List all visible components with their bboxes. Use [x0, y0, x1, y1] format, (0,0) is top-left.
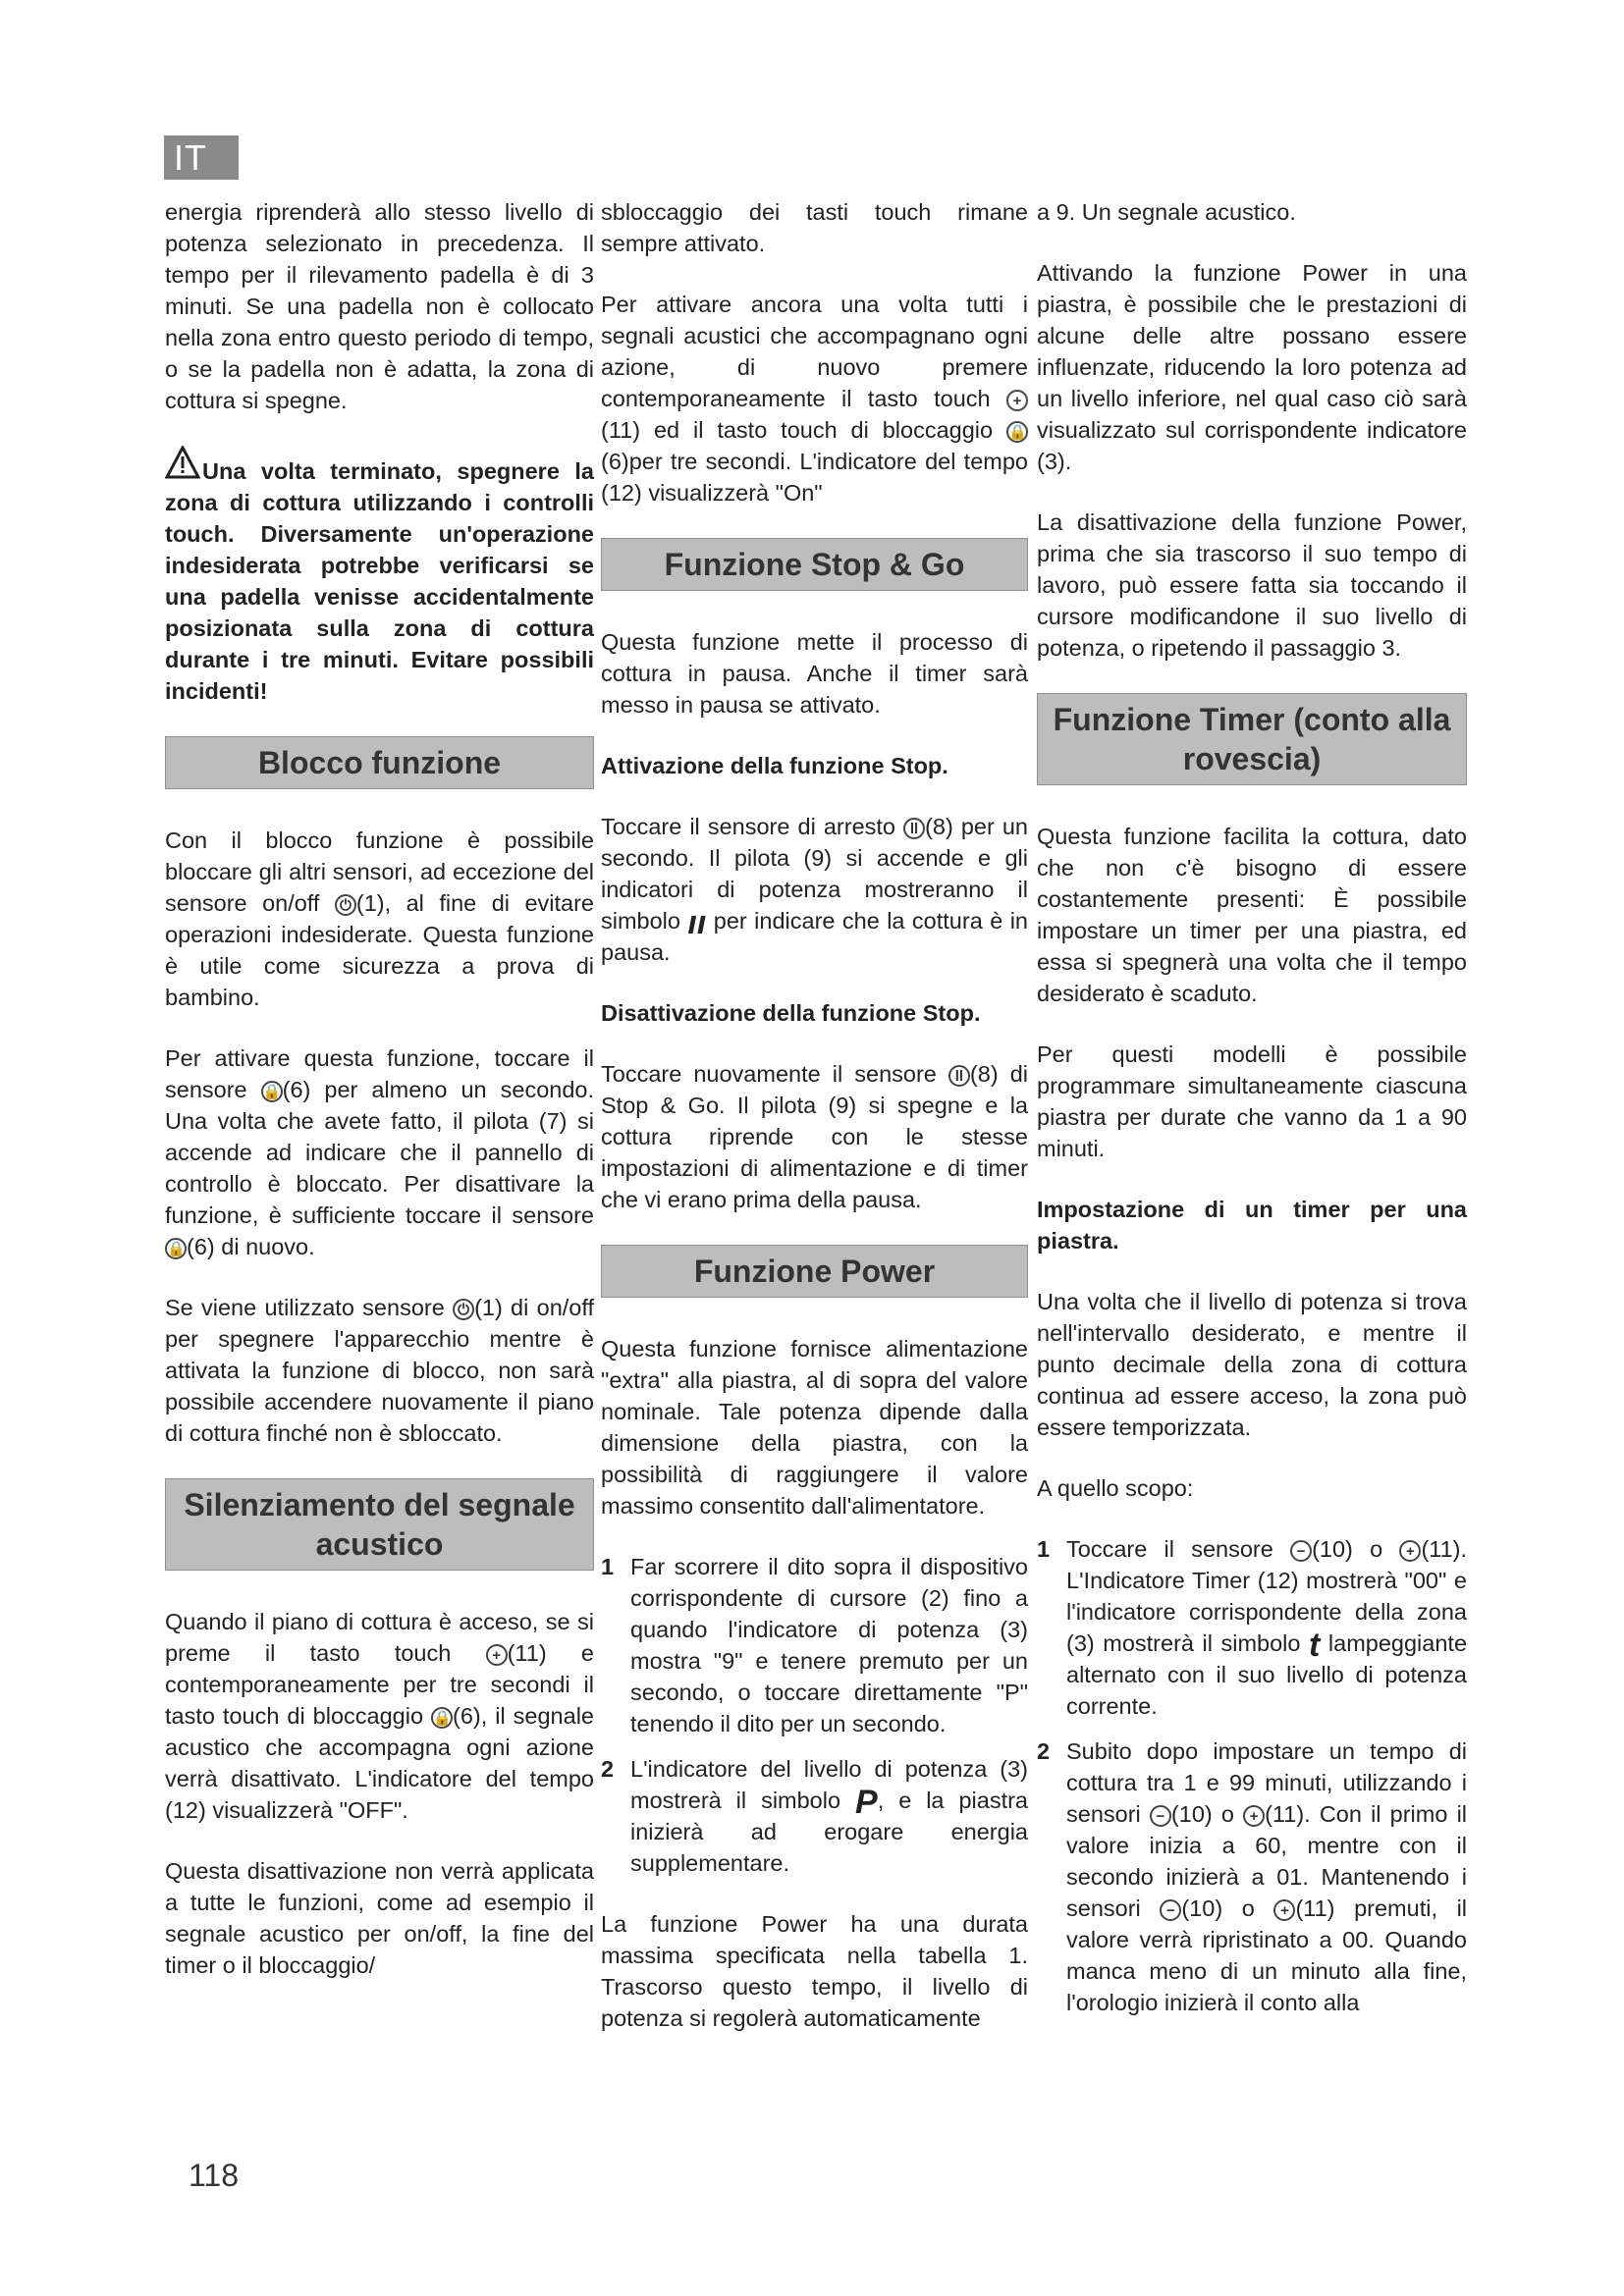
subheading: Attivazione della funzione Stop. — [601, 753, 948, 778]
column-1 — [165, 196, 594, 2010]
paragraph: La disattivazione della funzione Power, prima che sia trascorso il suo tempo di lavoro, può essere fatta sia toccando il cursore modificandone il suo livello di potenza, o ripetendo il passaggio 3. — [1037, 509, 1467, 661]
paragraph: Toccare nuovamente il sensore ll (8) di Stop & Go. Il pilota (9) si spegne e la cottura riprende con le stesse impostazioni di alimentazione e di timer che vi erano prima della pausa. — [601, 1061, 1028, 1212]
paragraph: Una volta che il livello di potenza si trova nell'intervallo desiderato, e mentre il punto decimale della zona di cottura continua ad essere acceso, la zona può essere temporizzata. — [1037, 1289, 1467, 1440]
warning-triangle-icon — [165, 446, 200, 487]
paragraph: Per questi modelli è possibile programmare simultaneamente ciascuna piastra per durate che vanno da 1 a 90 minuti. — [1037, 1041, 1467, 1161]
lock-icon: 🔒 — [165, 1238, 187, 1259]
paragraph: Attivando la funzione Power in una piastra, è possibile che le prestazioni di alcune delle altre possano essere influenzate, riducendo la loro potenza ad un livello inferiore, nel qual caso ciò sarà visualizzato sul corrispondente indicatore (3). — [1037, 260, 1467, 474]
paragraph: Per attivare ancora una volta tutti i segnali acustici che accompagnano ogni azione, di nuovo premere contemporaneamente il tasto touch + (11) ed il tasto touch di bloccaggio 🔒 (6)per tre secondi. L'indicatore del tempo (12) visualizzerà "On" — [601, 292, 1028, 506]
power-icon: ⏻ — [335, 894, 356, 916]
paragraph: Se viene utilizzato sensore ⏻ (1) di on/off per spegnere l'apparecchio mentre è attivata la funzione di blocco, non sarà possibile accendere nuovamente il piano di cottura finché non è sbloccato. — [165, 1295, 594, 1446]
t-symbol-icon: t — [1309, 1626, 1321, 1664]
pause-icon: ll — [903, 818, 925, 839]
paragraph: Questa disattivazione non verrà applicata a tutte le funzioni, come ad esempio il segnale acustico per on/off, la fine del timer o il bloccaggio/ — [165, 1858, 594, 1978]
lock-icon: 🔒 — [261, 1081, 283, 1102]
steps-list — [1037, 1533, 1467, 2018]
pause-icon: ll — [948, 1065, 970, 1087]
section-heading-silenziamento: Silenziamento del segnale acustico — [165, 1478, 594, 1571]
plus-icon: + — [1273, 1899, 1295, 1921]
section-heading-stop-go: Funzione Stop & Go — [601, 538, 1028, 591]
plus-icon: + — [486, 1644, 508, 1666]
plus-icon: + — [1399, 1540, 1421, 1562]
paragraph: La funzione Power ha una durata massima specificata nella tabella 1. Trascorso questo tempo, il livello di potenza si regolerà automaticamente — [601, 1911, 1028, 2031]
p-symbol-icon: P — [855, 1783, 878, 1821]
paragraph: Toccare il sensore di arresto ll (8) per un secondo. Il pilota (9) si accende e gli indicatori di potenza mostreranno il simbolo ıı per indicare che la cottura è in pausa. — [601, 814, 1028, 965]
plus-icon: + — [1006, 390, 1028, 411]
subheading: Impostazione di un timer per una piastra. — [1037, 1197, 1467, 1254]
paragraph: A quello scopo: — [1037, 1475, 1194, 1501]
list-item: 1 Toccare il sensore − (10) o + (11). L'Indicatore Timer (12) mostrerà "00" e l'indicatore corrispondente della zona (3) mostrerà il simbolo t lampeggiante alternato con il suo livello di potenza corrente. — [1037, 1536, 1468, 1719]
paragraph: energia riprenderà allo stesso livello di potenza selezionato in precedenza. Il tempo per il rilevamento padella è di 3 minuti. Se una padella non è collocato nella zona entro questo periodo di tempo, o se la padella non è adatta, la zona di cottura si spegne. — [165, 199, 594, 413]
paragraph: Questa funzione fornisce alimentazione "extra" alla piastra, al di sopra del valore nominale. Tale potenza dipende dalla dimensione della piastra, con la possibilità di raggiungere il valore massimo consentito dall'alimentatore. — [601, 1336, 1028, 1519]
section-heading-blocco: Blocco funzione — [165, 736, 594, 789]
minus-icon: − — [1150, 1805, 1171, 1827]
paragraph: a 9. Un segnale acustico. — [1037, 199, 1296, 225]
plus-icon: + — [1243, 1805, 1265, 1827]
power-icon: ⏻ — [453, 1299, 474, 1320]
paragraph: sbloccaggio dei tasti touch rimane sempre attivato. — [601, 199, 1028, 256]
section-heading-timer: Funzione Timer (conto alla rovescia) — [1037, 693, 1467, 785]
paragraph: Per attivare questa funzione, toccare il sensore 🔒(6) per almeno un secondo. Una volta che avete fatto, il pilota (7) si accende ad indicare che il pannello di controllo è bloccato. Per disattivare la funzione, è sufficiente toccare il sensore 🔒(6) di nuovo. — [165, 1045, 594, 1259]
paragraph: Questa funzione mette il processo di cottura in pausa. Anche il timer sarà messo in pausa se attivato. — [601, 629, 1028, 718]
minus-icon: − — [1160, 1899, 1181, 1921]
paragraph: Quando il piano di cottura è acceso, se si preme il tasto touch + (11) e contemporaneamente per tre secondi il tasto touch di bloccaggio 🔒(6), il segnale acustico che accompagna ogni azione verrà disattivato. L'indicatore del tempo (12) visualizzerà "OFF". — [165, 1609, 595, 1823]
lock-icon: 🔒 — [1006, 421, 1028, 443]
steps-list — [601, 1551, 1028, 1879]
column-2 — [601, 196, 1028, 2063]
lock-icon: 🔒 — [431, 1707, 453, 1729]
paragraph: Con il blocco funzione è possibile bloccare gli altri sensori, ad eccezione del sensore on/off ⏻ (1), al fine di evitare operazioni indesiderate. Questa funzione è utile come sicurezza a prova di bambino. — [165, 828, 594, 1010]
warning-paragraph: Una volta terminato, spegnere la zona di cottura utilizzando i controlli touch. Diversamente un'operazione indesiderata potrebbe verificarsi se una padella venisse accidentalmente posizionata sulla zona di cottura durante i tre minuti. Evitare possibili incidenti! — [165, 446, 594, 707]
section-heading-power: Funzione Power — [601, 1245, 1028, 1298]
pause-symbol-icon: ıı — [687, 903, 707, 941]
language-tab: IT — [164, 135, 239, 180]
page-number: 118 — [189, 2158, 240, 2193]
minus-icon: − — [1290, 1540, 1312, 1562]
column-3 — [1037, 196, 1467, 2048]
subheading: Disattivazione della funzione Stop. — [601, 1000, 981, 1026]
list-item: 2 Subito dopo impostare un tempo di cottura tra 1 e 99 minuti, utilizzando i sensori − (10) o + (11). Con il primo il valore inizia a 60, mentre con il secondo inizierà a 01. Mantenendo i sensori − (10) o + (11) premuti, il valore verrà ripristinato a 00. Quando manca meno di un minuto alla fine, l'orologio inizierà il conto alla — [1037, 1738, 1468, 2015]
list-item: 1 Far scorrere il dito sopra il dispositivo corrispondente di cursore (2) fino a quando l'indicatore di potenza (3) mostra "9" e tenere premuto per un secondo, o toccare direttamente "P" tenendo il dito per un secondo. — [601, 1554, 1028, 1736]
list-item: 2 L'indicatore del livello di potenza (3) mostrerà il simbolo P, e la piastra inizierà ad erogare energia supplementare. — [601, 1756, 1028, 1876]
paragraph: Questa funzione facilita la cottura, dato che non c'è bisogno di essere costantemente presenti: È possibile impostare un timer per una piastra, ed essa si spegnerà una volta che il tempo desiderato è scaduto. — [1037, 824, 1467, 1006]
